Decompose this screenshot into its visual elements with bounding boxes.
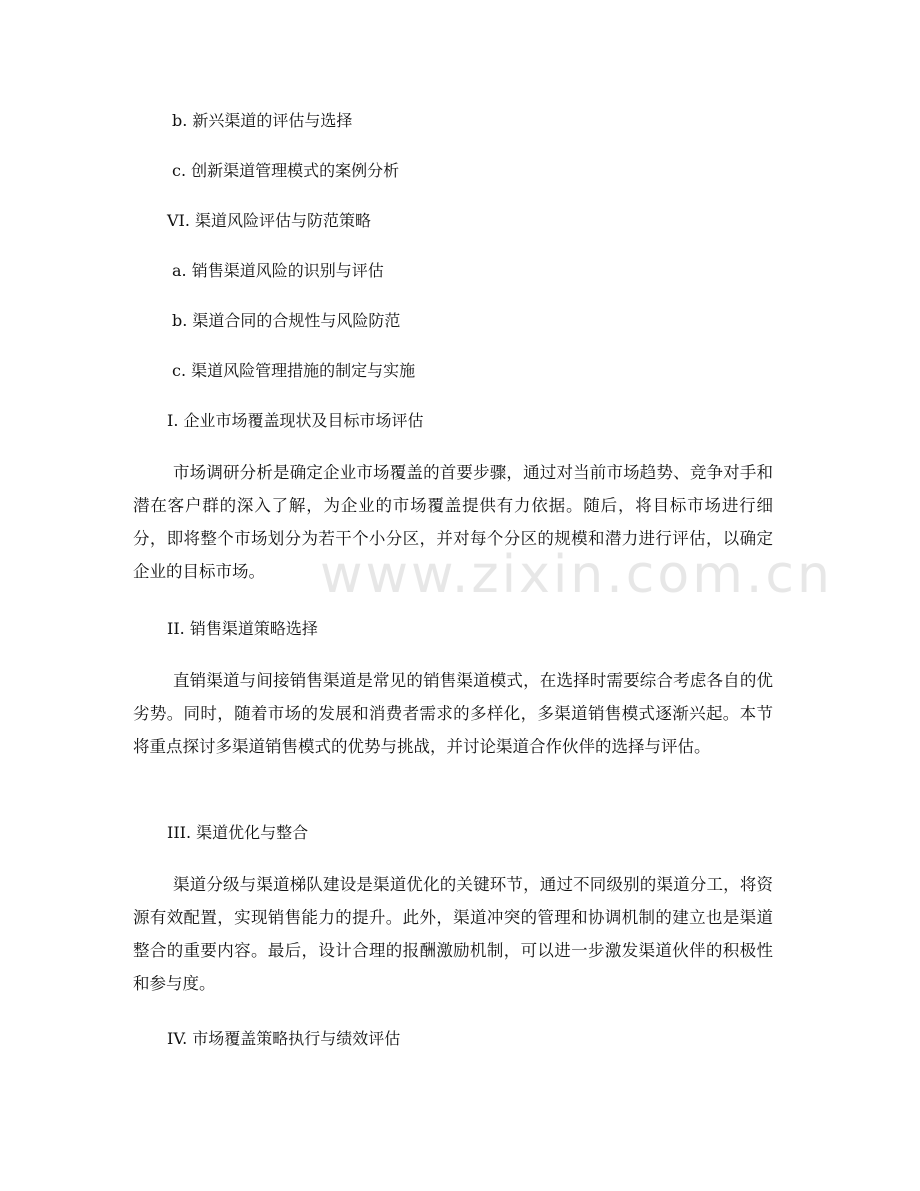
outline-item-a-risk-identification: a. 销售渠道风险的识别与评估 (172, 261, 384, 280)
outline-item-b-new-channels: b. 新兴渠道的评估与选择 (172, 111, 353, 130)
outline-item-b-contract-compliance: b. 渠道合同的合规性与风险防范 (172, 311, 401, 330)
watermark-text: www.zixin.com.cn (320, 545, 833, 605)
section-heading-i: I. 企业市场覆盖现状及目标市场评估 (167, 411, 424, 430)
section-heading-iii: III. 渠道优化与整合 (167, 823, 309, 842)
section-heading-vi: VI. 渠道风险评估与防范策略 (167, 211, 372, 230)
paragraph-market-research: 市场调研分析是确定企业市场覆盖的首要步骤，通过对当前市场趋势、竞争对手和潜在客户群的深入了解，为企业的市场覆盖提供有力依据。随后，将目标市场进行细分，即将整个市场划分为若干个小分区，并对每个分区的规模和潜力进行评估，以确定企业的目标市场。 (133, 463, 773, 581)
paragraph-channel-optimization: 渠道分级与渠道梯队建设是渠道优化的关键环节，通过不同级别的渠道分工，将资源有效配置，实现销售能力的提升。此外，渠道冲突的管理和协调机制的建立也是渠道整合的重要内容。最后，设计合理的报酬激励机制，可以进一步激发渠道伙伴的积极性和参与度。 (133, 875, 773, 993)
paragraph-channel-strategy: 直销渠道与间接销售渠道是常见的销售渠道模式，在选择时需要综合考虑各自的优劣势。同时，随着市场的发展和消费者需求的多样化，多渠道销售模式逐渐兴起。本节将重点探讨多渠道销售模式的优势与挑战，并讨论渠道合作伙伴的选择与评估。 (133, 671, 773, 756)
section-heading-iv: IV. 市场覆盖策略执行与绩效评估 (167, 1029, 401, 1048)
outline-item-c-risk-measures: c. 渠道风险管理措施的制定与实施 (172, 361, 416, 380)
outline-item-c-innovative-management: c. 创新渠道管理模式的案例分析 (172, 161, 400, 180)
section-heading-ii: II. 销售渠道策略选择 (167, 619, 318, 638)
